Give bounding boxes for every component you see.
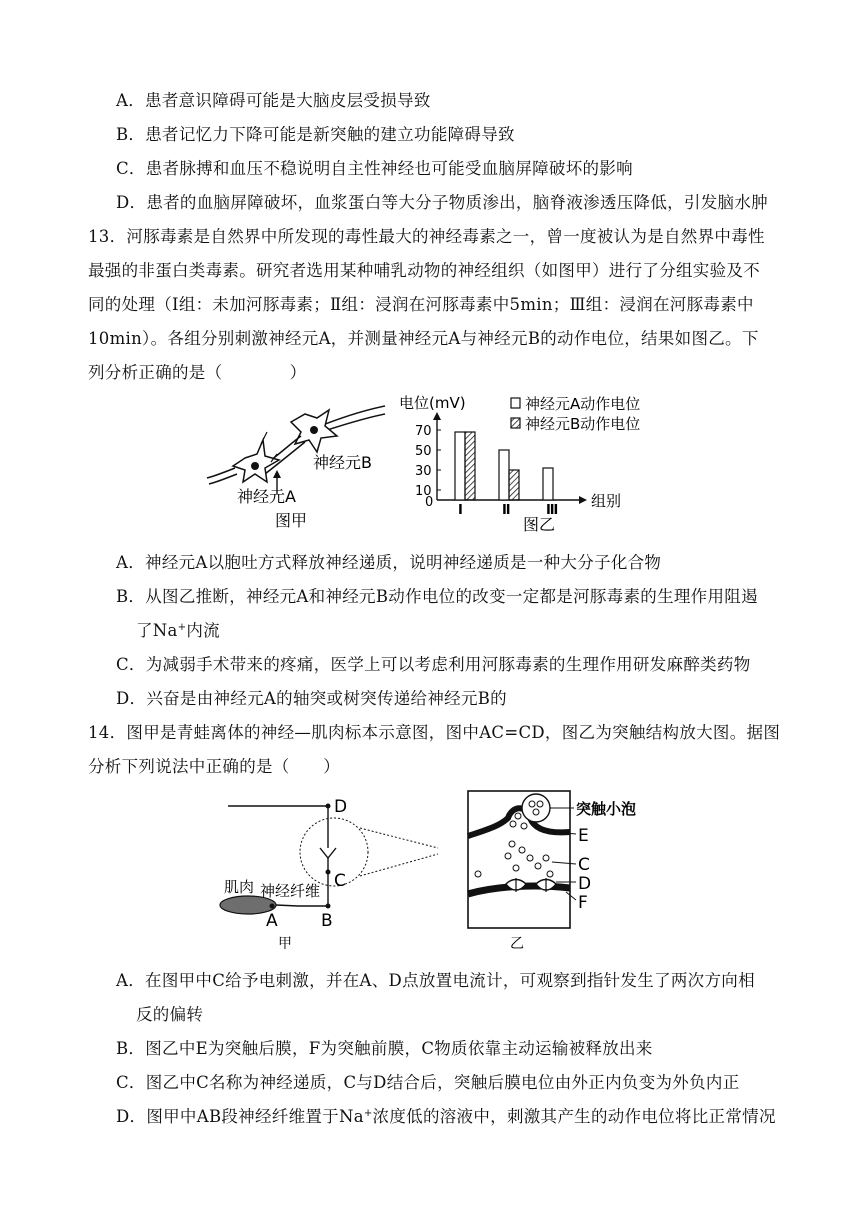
bar-a-group-1: [455, 432, 465, 500]
q14-figure-jia: [210, 788, 450, 953]
q14-option-d-part2: 浓度低的溶液中，刺激其产生的动作电位将比正常情况: [372, 1107, 776, 1126]
caption-yi: 图乙: [523, 515, 556, 534]
q14-option-d-part1: D．图甲中AB段神经纤维置于Na: [116, 1107, 364, 1126]
q14-option-d: [116, 1106, 776, 1128]
q13-option-d: D．兴奋是由神经元A的轴突或树突传递给神经元B的: [116, 689, 507, 708]
vesicle-callout: [522, 794, 550, 822]
q14-option-a: A．在图甲中C给予电刺激，并在A、D点放置电流计，可观察到指针发生了两次方向相: [116, 971, 755, 990]
na-text: 了Na: [136, 621, 178, 640]
q14-option-c: C．图乙中C名称为神经递质，C与D结合后，突触后膜电位由外正内负变为外负内正: [116, 1073, 740, 1092]
bar-b-group-2: [509, 470, 519, 500]
caption-jia: 图甲: [275, 511, 308, 530]
bar-a-group-2: [499, 450, 509, 500]
q13-option-c: C．为减弱手术带来的疼痛，医学上可以考虑利用河豚毒素的生理作用研发麻醉类药物: [116, 655, 751, 674]
q12-option-c: C．患者脉搏和血压不稳说明自主性神经也可能受血脑屏障破坏的影响: [116, 159, 633, 178]
q13-option-b: B．从图乙推断，神经元A和神经元B动作电位的改变一定都是河豚毒素的生理作用阻遏: [116, 587, 758, 606]
na-inflow-text: 内流: [186, 621, 220, 640]
legend-swatch-a: [511, 398, 520, 408]
q13-figure-jia: [205, 396, 390, 536]
legend-label-b: 神经元B动作电位: [525, 415, 641, 433]
q13-stem-line-4: 10min）。各组分别刺激神经元A，并测量神经元A与神经元B的动作电位，结果如图乙。下: [88, 329, 759, 348]
q14-stem-line-1: 14．图甲是青蛙离体的神经—肌肉标本示意图，图中AC=CD，图乙为突触结构放大图。据图: [88, 723, 781, 742]
q13-stem-line-3: 同的处理（Ⅰ组：未加河豚毒素；Ⅱ组：浸润在河豚毒素中5min；Ⅲ组：浸润在河豚毒素中: [88, 295, 754, 314]
q14-option-a-cont: 反的偏转: [136, 1005, 204, 1024]
label-neuron-b: 神经元B: [313, 453, 372, 472]
na-superscript: +: [177, 622, 187, 633]
y-tick-label: 30: [415, 464, 432, 479]
legend-label-a: 神经元A动作电位: [525, 395, 641, 413]
axis-origin: 0: [425, 495, 434, 510]
caption-yi-14: 乙: [510, 936, 524, 952]
label-f: F: [578, 893, 588, 913]
synapse-frame: [468, 791, 570, 928]
na-superscript-2: +: [363, 1108, 373, 1119]
chart-xlabel: 组别: [591, 492, 622, 510]
label-c-14: C: [578, 855, 590, 875]
label-nerve-fiber: 神经纤维: [260, 882, 321, 900]
q13-figure-yi-chart: [395, 390, 670, 538]
x-tick-label: Ⅱ: [502, 503, 511, 518]
y-tick-label: 50: [415, 444, 432, 459]
label-muscle: 肌肉: [224, 878, 255, 896]
label-d-14: D: [578, 874, 592, 894]
q12-option-d: D．患者的血脑屏障破坏，血浆蛋白等大分子物质渗出，脑脊液渗透压降低，引发脑水肿: [116, 193, 768, 212]
q12-option-b: B．患者记忆力下降可能是新突触的建立功能障碍导致: [116, 125, 515, 144]
q12-option-a: A．患者意识障碍可能是大脑皮层受损导致: [116, 91, 431, 110]
neuron-b-soma: [291, 410, 337, 452]
label-a: A: [266, 911, 278, 931]
q13-option-a: A．神经元A以胞吐方式释放神经递质，说明神经递质是一种大分子化合物: [116, 553, 662, 572]
label-c: C: [334, 871, 346, 891]
label-e: E: [578, 826, 589, 846]
q13-stem-line-1: 13．河豚毒素是自然界中所发现的毒性最大的神经毒素之一，曾一度被认为是自然界中毒性: [88, 227, 765, 246]
q14-stem-line-2: 分析下列说法中正确的是（ ）: [88, 757, 340, 776]
q14-figure-yi: [466, 788, 656, 953]
caption-jia-14: 甲: [278, 936, 292, 952]
x-tick-label: Ⅲ: [546, 503, 559, 518]
label-vesicle: 突触小泡: [576, 800, 637, 818]
x-tick-label: Ⅰ: [458, 503, 463, 518]
q14-option-b: B．图乙中E为突触后膜，F为突触前膜，C物质依靠主动运输被释放出来: [116, 1039, 653, 1058]
bar-b-group-1: [465, 432, 475, 500]
q13-stem-line-5: 列分析正确的是（ ）: [88, 363, 307, 382]
q13-stem-line-2: 最强的非蛋白类毒素。研究者选用某种哺乳动物的神经组织（如图甲）进行了分组实验及不: [88, 261, 760, 280]
bar-a-group-3: [543, 468, 553, 500]
label-neuron-a: 神经元A: [237, 487, 296, 506]
legend-swatch-b: [511, 418, 520, 428]
label-b: B: [321, 911, 333, 931]
q13-option-b-cont: [136, 620, 220, 642]
chart-ylabel: 电位(mV): [399, 394, 466, 412]
y-tick-label: 10: [415, 484, 432, 499]
label-d: D: [334, 797, 348, 817]
y-tick-label: 70: [415, 424, 432, 439]
